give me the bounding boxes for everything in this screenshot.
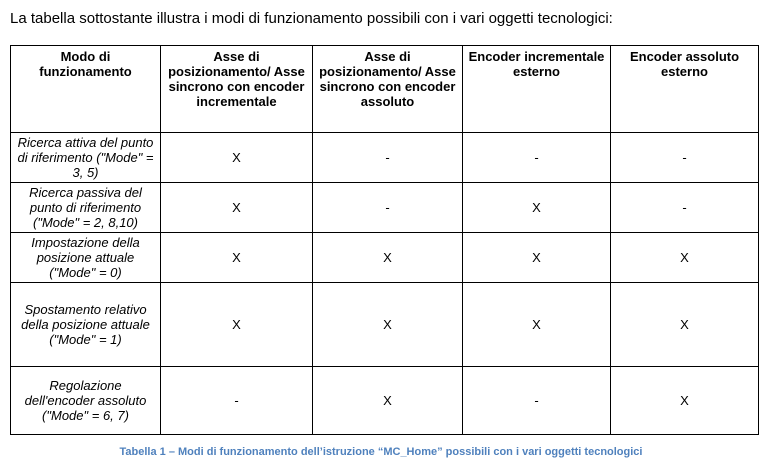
row-mode-label: Ricerca attiva del punto di riferimento ("Mode" = 3, 5): [11, 133, 161, 183]
table-row: [11, 183, 759, 233]
table-cell: X: [161, 183, 313, 233]
row-mode-label: Regolazione dell'encoder assoluto ("Mode" = 6, 7): [11, 367, 161, 435]
table-cell: -: [161, 367, 313, 435]
header-external-incremental-encoder: Encoder incrementale esterno: [463, 46, 611, 133]
table-cell: -: [313, 133, 463, 183]
table-cell: -: [313, 183, 463, 233]
header-axis-incremental: Asse di posizionamento/ Asse sincrono con encoder incrementale: [161, 46, 313, 133]
row-mode-label: Ricerca passiva del punto di riferimento ("Mode" = 2, 8,10): [11, 183, 161, 233]
row-mode-label: Spostamento relativo della posizione attuale ("Mode" = 1): [11, 283, 161, 367]
table-cell: X: [313, 283, 463, 367]
table-header-row: [11, 46, 759, 133]
operating-modes-table: [10, 45, 759, 435]
header-axis-absolute: Asse di posizionamento/ Asse sincrono con encoder assoluto: [313, 46, 463, 133]
table-row: [11, 133, 759, 183]
table-row: [11, 283, 759, 367]
table-cell: X: [161, 283, 313, 367]
table-caption: Tabella 1 – Modi di funzionamento dell’istruzione “MC_Home” possibili con i vari oggetti tecnologici: [119, 446, 643, 458]
table-cell: -: [463, 367, 611, 435]
intro-text: La tabella sottostante illustra i modi di funzionamento possibili con i vari oggetti tecnologici:: [10, 10, 613, 27]
table-cell: -: [463, 133, 611, 183]
table-row: [11, 367, 759, 435]
header-external-absolute-encoder: Encoder assoluto esterno: [611, 46, 759, 133]
table-cell: X: [463, 233, 611, 283]
table-cell: X: [611, 367, 759, 435]
table-cell: X: [463, 283, 611, 367]
table-cell: -: [611, 183, 759, 233]
table-cell: X: [161, 133, 313, 183]
table-cell: -: [611, 133, 759, 183]
table-cell: X: [161, 233, 313, 283]
table-cell: X: [611, 283, 759, 367]
table-cell: X: [313, 233, 463, 283]
row-mode-label: Impostazione della posizione attuale ("Mode" = 0): [11, 233, 161, 283]
table-cell: X: [463, 183, 611, 233]
table-cell: X: [313, 367, 463, 435]
header-mode: Modo di funzionamento: [11, 46, 161, 133]
table-row: [11, 233, 759, 283]
table-cell: X: [611, 233, 759, 283]
